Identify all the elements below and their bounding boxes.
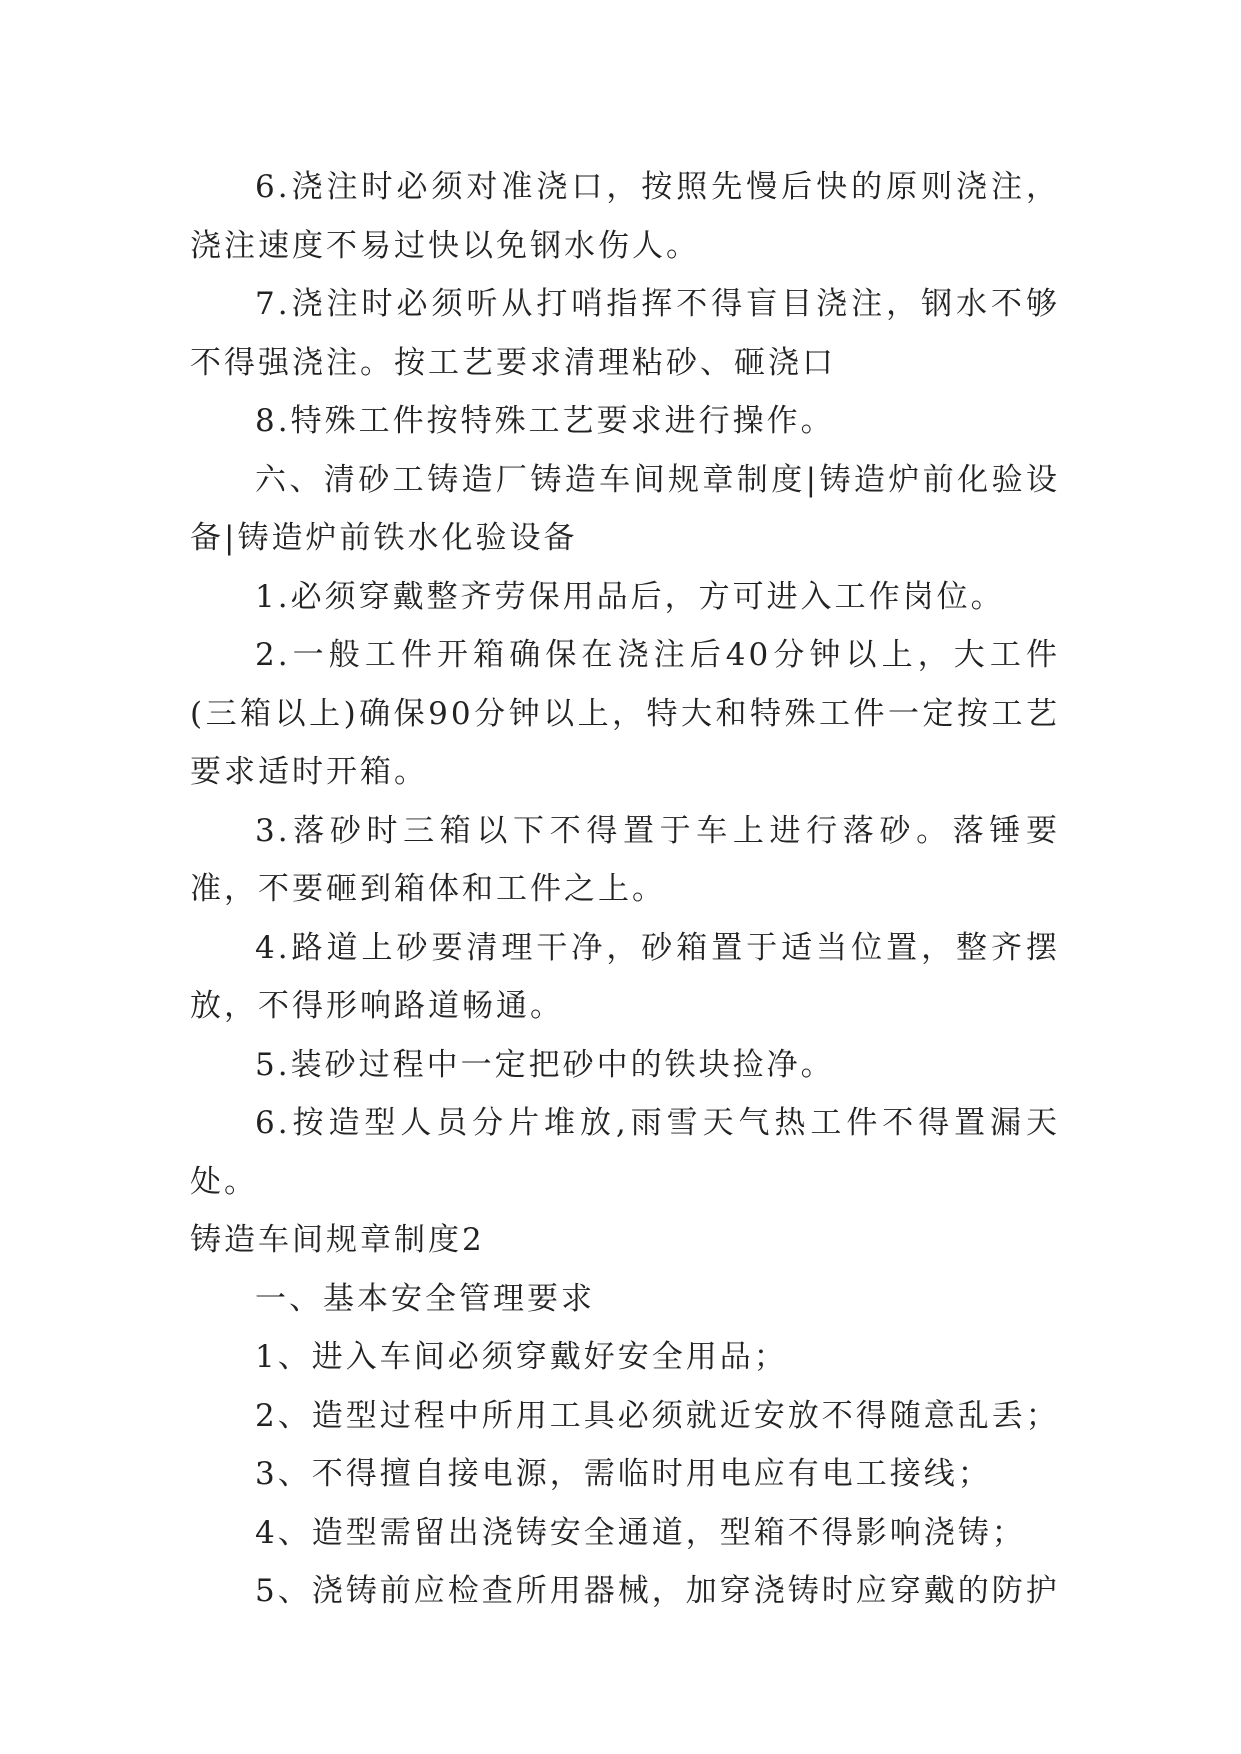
paragraph-sand-rule-3: 3.落砂时三箱以下不得置于车上进行落砂。落锤要准，不要砸到箱体和工件之上。 — [190, 812, 1060, 907]
document-body — [190, 158, 1060, 1621]
paragraph-safety-rule-4: 4、造型需留出浇铸安全通道，型箱不得影响浇铸； — [255, 1514, 1026, 1551]
paragraph-sand-rule-2: 2.一般工件开箱确保在浇注后40分钟以上，大工件(三箱以上)确保90分钟以上，特大和特殊工件一定按工艺要求适时开箱。 — [190, 637, 1060, 790]
paragraph-sand-rule-5: 5.装砂过程中一定把砂中的铁块捡净。 — [255, 1046, 835, 1083]
paragraph-sand-rule-6: 6.按造型人员分片堆放,雨雪天气热工件不得置漏天处。 — [190, 1105, 1060, 1200]
paragraph-safety-rule-3: 3、不得擅自接电源，需临时用电应有电工接线； — [255, 1456, 992, 1492]
document-title-2: 铸造车间规章制度2 — [190, 1222, 485, 1258]
paragraph-safety-rule-1: 1、进入车间必须穿戴好安全用品； — [255, 1339, 788, 1375]
section-heading-sand-cleaning: 六、清砂工铸造厂铸造车间规章制度|铸造炉前化验设备|铸造炉前铁水化验设备 — [190, 461, 1060, 556]
paragraph-pour-rule-7: 7.浇注时必须听从打哨指挥不得盲目浇注，钢水不够不得强浇注。按工艺要求清理粘砂、砸浇口 — [190, 286, 1060, 381]
paragraph-pour-rule-6: 6.浇注时必须对准浇口，按照先慢后快的原则浇注，浇注速度不易过快以免钢水伤人。 — [190, 169, 1060, 264]
paragraph-pour-rule-8: 8.特殊工件按特殊工艺要求进行操作。 — [255, 403, 835, 439]
section-heading-basic-safety: 一、基本安全管理要求 — [255, 1280, 595, 1317]
paragraph-safety-rule-5: 5、浇铸前应检查所用器械，加穿浇铸时应穿戴的防护 — [255, 1573, 1060, 1609]
paragraph-sand-rule-1: 1.必须穿戴整齐劳保用品后，方可进入工作岗位。 — [255, 578, 1005, 615]
paragraph-safety-rule-2: 2、造型过程中所用工具必须就近安放不得随意乱丢； — [255, 1397, 1060, 1434]
paragraph-sand-rule-4: 4.路道上砂要清理干净，砂箱置于适当位置，整齐摆放，不得形响路道畅通。 — [190, 929, 1060, 1024]
